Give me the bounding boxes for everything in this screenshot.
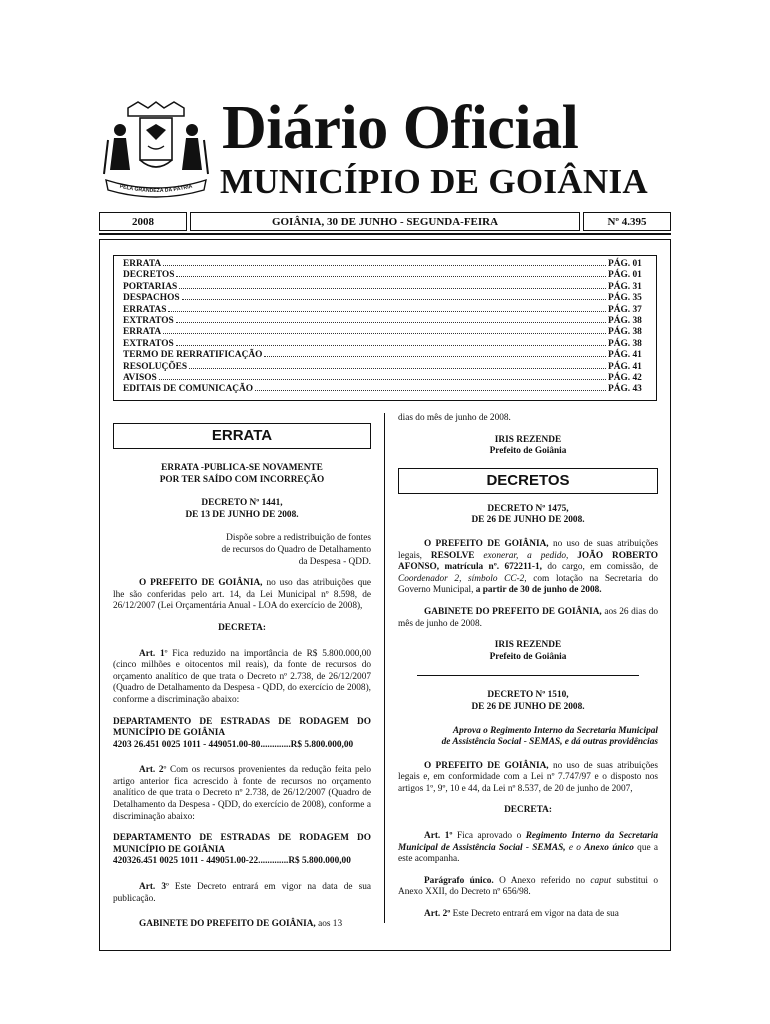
header-rule [99, 233, 671, 235]
toc-page: PÁG. 31 [608, 281, 642, 292]
toc-page: PÁG. 37 [608, 304, 642, 315]
toc-label: ERRATA [123, 327, 162, 338]
section-title-errata: ERRATA [113, 423, 371, 449]
toc-label: DECRETOS [123, 270, 175, 281]
gabinete-paragraph [113, 919, 371, 931]
decree-number: DECRETO Nº 1441, [201, 498, 283, 509]
ementa-line-2: de recursos do Quadro de Detalhamento [221, 544, 371, 555]
ementa-line-1: Dispõe sobre a redistribuição de fontes [226, 533, 371, 544]
paragrafo-unico-caput: caput [590, 875, 612, 886]
toc-row [123, 327, 648, 338]
decree-ementa [113, 533, 371, 568]
decree-1510-date: DE 26 DE JUNHO DE 2008. [471, 701, 585, 712]
toc-row [123, 339, 648, 350]
article-3-text: º Este Decreto entrará em vigor na data de sua publicação. [113, 882, 371, 904]
decree-1475-cargo: Coordenador 2, símbolo CC-2, [398, 573, 527, 584]
toc-page: PÁG. 42 [608, 372, 642, 383]
toc-leader-dots [179, 288, 606, 289]
decree-1475-effective-date: a partir de 30 de junho de 2008. [475, 585, 602, 596]
decree-1510-regimento: Regimento Interno da Secretaria Municipal de Assistência Social - SEMAS, [398, 831, 658, 853]
decree-1510-lead: O PREFEITO DE GOIÂNIA, [424, 760, 549, 771]
paragrafo-unico-text-a: O Anexo referido no [493, 875, 591, 886]
decree-1475-text-c: do cargo, em comissão, de [541, 562, 658, 573]
masthead [96, 96, 676, 206]
toc-page: PÁG. 38 [608, 338, 642, 349]
continued-text: dias do mês de junho de 2008. [398, 413, 511, 423]
toc-row [123, 270, 648, 281]
issue-year: 2008 [99, 212, 187, 231]
decree-1510-article-2 [398, 909, 658, 921]
toc-label: EXTRATOS [123, 338, 174, 349]
table-of-contents [113, 255, 657, 401]
department-1-budget-line: 4203 26.451 0025 1011 - 449051.00-80.............R$ 5.800.000,00 [113, 739, 354, 750]
toc-label: ERRATAS [123, 304, 167, 315]
signature-1-role: Prefeito de Goiânia [489, 446, 567, 457]
article-2 [113, 765, 371, 823]
decree-date: DE 13 DE JUNHO DE 2008. [185, 509, 299, 520]
decree-1475-resolve: RESOLVE [430, 550, 475, 561]
toc-page: PÁG. 43 [608, 384, 642, 395]
decree-1510-art2-lead: Art. 2º [424, 909, 451, 920]
decreta-heading-2: DECRETA: [504, 805, 552, 816]
toc-label: ERRATA [123, 259, 162, 269]
seal-motto: PELA GRANDEZA DA PÁTRIA [118, 183, 194, 195]
gabinete-2-text: aos 26 dias do mês de junho de 2008. [398, 606, 658, 629]
toc-page: PÁG. 38 [608, 315, 642, 326]
decree-1475-number: DECRETO Nº 1475, [487, 503, 569, 514]
decree-1475-text-d: com lotação na Secretaria do Governo Municipal, [398, 573, 658, 596]
toc-leader-dots [264, 356, 606, 357]
decree-1510-number: DECRETO Nº 1510, [487, 690, 569, 701]
toc-label: EXTRATOS [123, 315, 174, 326]
right-column [398, 413, 658, 921]
toc-label: AVISOS [123, 372, 157, 383]
decree-1510-ementa-line-2: de Assistência Social - SEMAS, e dá outras providências [441, 737, 658, 748]
issue-number: Nº 4.395 [583, 212, 671, 231]
decree-1510-art2-text: Este Decreto entrará em vigor na data de sua [450, 909, 619, 920]
toc-page: PÁG. 01 [608, 270, 642, 281]
issue-date: GOIÂNIA, 30 DE JUNHO - SEGUNDA-FEIRA [190, 212, 580, 231]
article-2-text: º Com os recursos provenientes da redução feita pelo artigo anterior fica acrescido à fonte de recursos no orçamento analítico de que trata o Decreto nº 2.738, de 26/12/2007 (Quadro de Detalhamento da Despesa - QDD, do exercício de 2008), conforme a discriminação abaixo: [113, 765, 371, 822]
left-column [113, 413, 371, 931]
department-2-budget-line: 420326.451 0025 1011 - 449051.00-22.............R$ 5.800.000,00 [113, 856, 351, 867]
toc-row [123, 259, 648, 270]
toc-row [123, 384, 648, 395]
toc-page: PÁG. 38 [608, 327, 642, 338]
toc-leader-dots [182, 299, 606, 300]
decree-separator [417, 675, 639, 676]
department-2-name: DEPARTAMENTO DE ESTRADAS DE RODAGEM DO MUNICÍPIO DE GOIÂNIA [113, 833, 371, 855]
department-1-name: DEPARTAMENTO DE ESTRADAS DE RODAGEM DO MUNICÍPIO DE GOIÂNIA [113, 716, 371, 739]
toc-row [123, 282, 648, 293]
toc-page: PÁG. 41 [608, 361, 642, 372]
article-1-lead: Art. 1 [139, 648, 165, 659]
article-2-lead: Art. 2 [139, 765, 164, 776]
toc-label: TERMO DE RERRATIFICAÇÃO [123, 350, 263, 361]
municipal-seal-icon [100, 100, 212, 200]
paragrafo-unico-lead: Parágrafo único. [424, 875, 494, 886]
toc-label: EDITAIS DE COMUNICAÇÃO [123, 384, 254, 395]
decree-1510-art1-e: e o [565, 842, 585, 853]
article-1 [113, 649, 371, 707]
toc-leader-dots [176, 322, 606, 323]
newspaper-subtitle: MUNICÍPIO DE GOIÂNIA [220, 162, 648, 201]
decree-1510-art1-lead: Art. 1º [424, 831, 453, 842]
article-3-lead: Art. 3 [139, 882, 166, 893]
gabinete-lead: GABINETE DO PREFEITO DE GOIÂNIA, [139, 919, 316, 930]
decreta-heading: DECRETA: [218, 622, 266, 633]
decree-1475-text-b: exonerar, a pedido, [474, 550, 569, 561]
ementa-line-3: da Despesa - QDD. [298, 556, 371, 567]
gabinete-text: aos 13 [315, 919, 343, 930]
toc-label: RESOLUÇÕES [123, 361, 188, 372]
toc-leader-dots [255, 390, 606, 391]
article-1-text: º Fica reduzido na importância de R$ 5.800.000,00 (cinco milhões e oitocentos mil reais), da fonte de recursos do orçamento analítico de que trata o Decreto nº 2.738, de 26/12/2007 (Quadro de Detalhamento da Despesa - QDD, do exercício de 2008), conforme a discriminação abaixo: [113, 648, 371, 705]
toc-row [123, 316, 648, 327]
section-title-decretos: DECRETOS [398, 468, 658, 494]
decree-1475-person: JOÃO ROBERTO AFONSO, matrícula nº. 672211-1, [398, 550, 658, 573]
toc-row [123, 362, 648, 373]
decree-1475-lead: O PREFEITO DE GOIÂNIA, [424, 538, 549, 549]
decree-1510-art1-text-a: Fica aprovado o [452, 831, 526, 842]
toc-leader-dots [168, 311, 606, 312]
column-divider [384, 413, 385, 923]
decree-1510-ementa [398, 726, 658, 749]
toc-row [123, 373, 648, 384]
decree-1510-art1-text-b: que a este acompanha. [398, 842, 658, 865]
preamble-paragraph [113, 578, 371, 613]
toc-leader-dots [163, 333, 606, 334]
decree-1510-text: no uso de suas atribuições legais e, em conformidade com a Lei nº 7.747/97 e o disposto nos artigos 1º, 9º, 10 e 44, da Lei nº 8.537, de 20 de junho de 2007, [398, 760, 659, 794]
paragrafo-unico-text-b: substitui o Anexo XXII, do Decreto nº 656/98. [398, 875, 659, 898]
paragrafo-unico [398, 876, 658, 899]
signature-2-name: IRIS REZENDE [494, 640, 562, 651]
toc-page: PÁG. 41 [608, 350, 642, 361]
toc-leader-dots [189, 368, 606, 369]
preamble-text: no uso das atribuições que lhe são conferidas pelo art. 14, da Lei Municipal nº 8.598, de 26/12/2007 (Lei Orçamentária Anual - LOA do exercício de 2008), [113, 578, 372, 612]
gabinete-2-paragraph [398, 607, 658, 630]
signature-2-role: Prefeito de Goiânia [489, 651, 567, 662]
toc-page: PÁG. 01 [608, 259, 642, 269]
toc-page: PÁG. 35 [608, 293, 642, 304]
toc-leader-dots [159, 379, 606, 380]
errata-heading-line-2: POR TER SAÍDO COM INCORREÇÃO [159, 474, 325, 485]
toc-leader-dots [176, 276, 606, 277]
preamble-lead: O PREFEITO DE GOIÂNIA, [139, 578, 263, 589]
article-3 [113, 882, 371, 905]
decree-1475-date: DE 26 DE JUNHO DE 2008. [471, 515, 585, 526]
toc-row [123, 350, 648, 361]
errata-heading-line-1: ERRATA -PUBLICA-SE NOVAMENTE [161, 463, 323, 473]
decree-1475-body [398, 539, 658, 597]
decree-1510-ementa-line-1: Aprova o Regimento Interno da Secretaria Municipal [452, 725, 658, 736]
signature-1-name: IRIS REZENDE [494, 434, 562, 445]
toc-leader-dots [163, 265, 606, 266]
gabinete-2-lead: GABINETE DO PREFEITO DE GOIÂNIA, [424, 606, 602, 617]
decree-1510-preamble [398, 761, 658, 796]
toc-row [123, 293, 648, 304]
decree-1510-anexo: Anexo único [584, 842, 634, 853]
newspaper-title: Diário Oficial [222, 94, 579, 162]
toc-row [123, 305, 648, 316]
toc-label: PORTARIAS [123, 281, 178, 292]
toc-leader-dots [176, 345, 606, 346]
decree-1510-article-1 [398, 831, 658, 866]
toc-label: DESPACHOS [123, 293, 180, 304]
decree-1475-text-a: no uso de suas atribuições legais, [398, 538, 659, 561]
